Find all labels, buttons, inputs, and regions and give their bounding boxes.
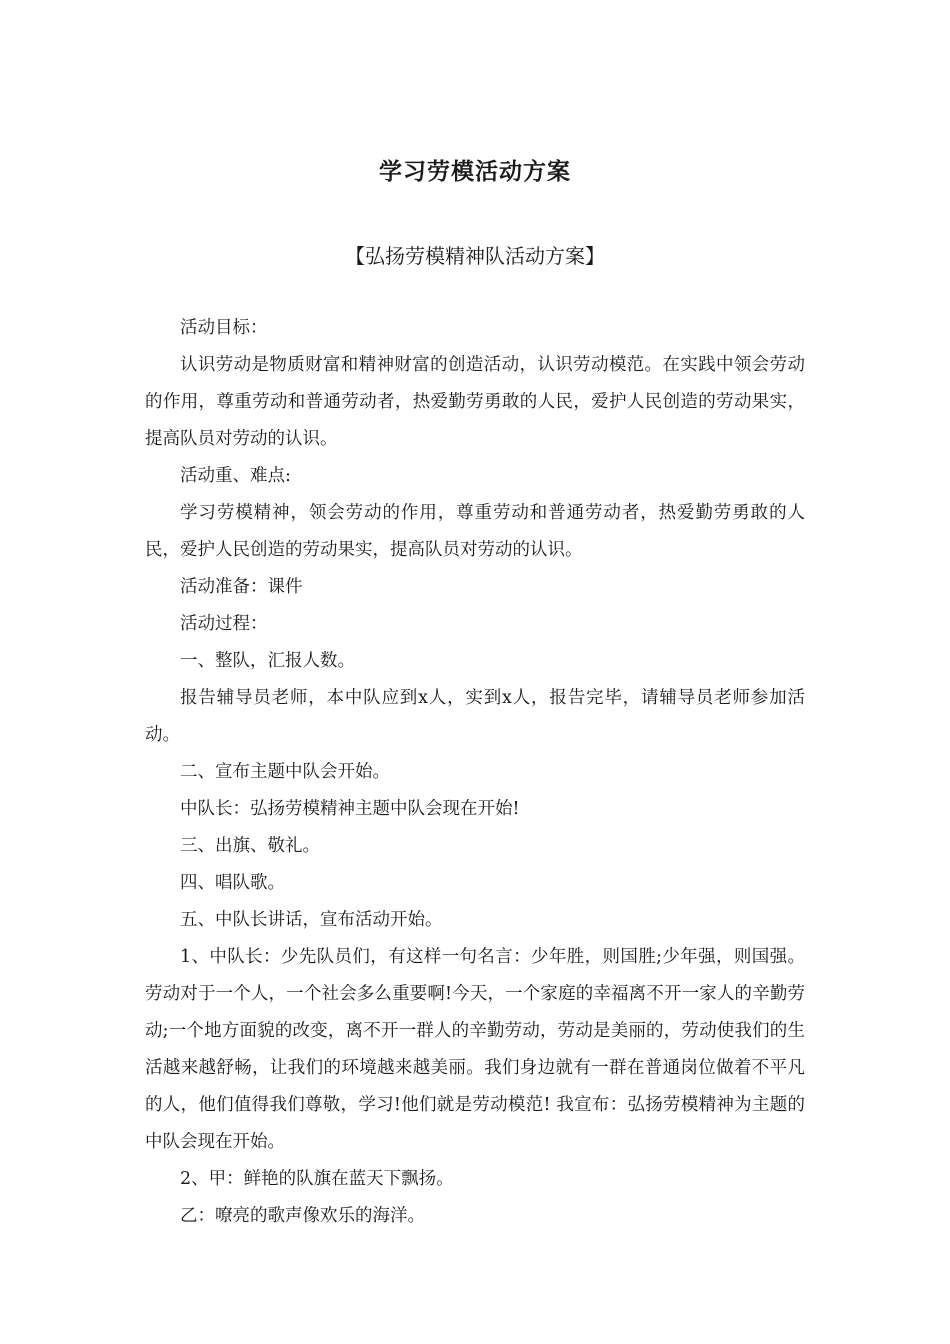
paragraph-key-points-heading: 活动重、难点: xyxy=(180,466,291,486)
paragraph-preparation: 活动准备：课件 xyxy=(180,577,303,597)
document-subtitle: 【弘扬劳模精神队活动方案】 xyxy=(345,244,605,268)
paragraph-step-5: 五、中队长讲话，宣布活动开始。 xyxy=(180,910,443,930)
paragraph-step-3: 三、出旗、敬礼。 xyxy=(180,836,320,856)
paragraph-process-heading: 活动过程： xyxy=(180,614,268,634)
paragraph-step-1: 一、整队，汇报人数。 xyxy=(180,651,355,671)
paragraph-dialogue-b: 乙：嘹亮的歌声像欢乐的海洋。 xyxy=(180,1206,425,1226)
paragraph-step-2: 二、宣布主题中队会开始。 xyxy=(180,762,390,782)
paragraph-activity-goal-heading: 活动目标： xyxy=(180,318,268,338)
paragraph-step-4: 四、唱队歌。 xyxy=(180,873,285,893)
paragraph-captain-speech: 1、中队长：少先队员们，有这样一句名言：少年胜，则国胜;少年强，则国强。 劳动对于一个人，一个社会多么重要啊!今天，一个家庭的幸福离不开一家人的辛勤劳动;一个地方面貌的改变，离不开一群人的辛勤劳动，劳动是美丽的，劳动使我们的生活越来越舒畅，让我们的环境越来越美丽。我们身边就有一群在普通岗位做着不平凡的人，他们值得我们尊敬，学习!他们就是劳动模范! 我宣布：弘扬劳模精神为主题的中队会现在开始。 xyxy=(145,947,805,1152)
document-body xyxy=(145,310,805,1235)
paragraph-activity-goal: 认识劳动是物质财富和精神财富的创造活动，认识劳动模范。在实践中领会劳动的作用，尊重劳动和普通劳动者，热爱勤劳勇敢的人民，爱护人民创造的劳动果实，提高队员对劳动的认识。 xyxy=(145,355,805,449)
paragraph-report: 报告辅导员老师，本中队应到x人，实到x人，报告完毕，请辅导员老师参加活动。 xyxy=(145,688,805,745)
paragraph-key-points: 学习劳模精神，领会劳动的作用，尊重劳动和普通劳动者，热爱勤劳勇敢的人民，爱护人民创造的劳动果实，提高队员对劳动的认识。 xyxy=(145,503,805,560)
document-title: 学习劳模活动方案 xyxy=(379,159,571,185)
paragraph-dialogue-a: 2、甲：鲜艳的队旗在蓝天下飘扬。 xyxy=(180,1169,454,1189)
paragraph-captain-announce: 中队长：弘扬劳模精神主题中队会现在开始! xyxy=(180,799,520,819)
